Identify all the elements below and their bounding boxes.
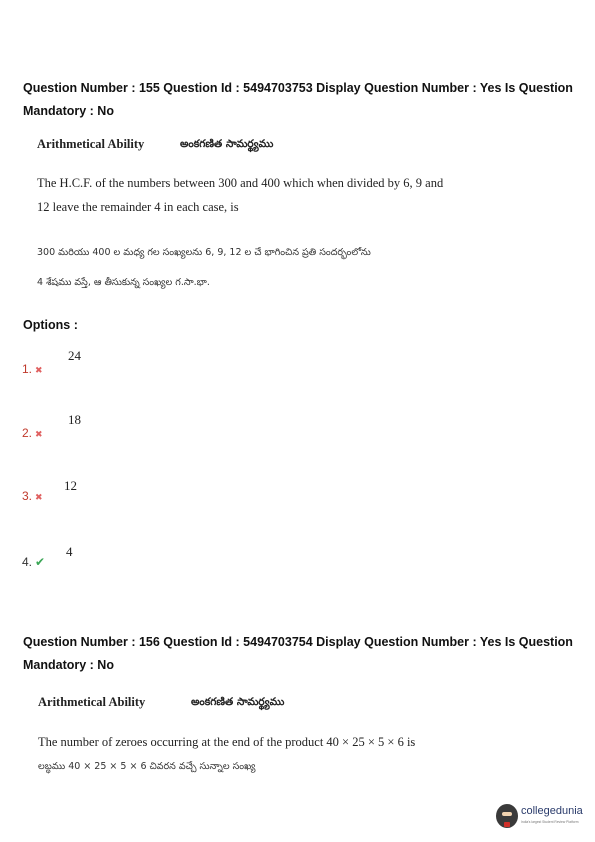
- question-text-line: 4 శేషము వస్తే, ఆ తీసుకున్న సంఖ్యల గ.సా.భా.: [37, 277, 210, 288]
- option-value: 18: [68, 412, 81, 427]
- question-header-line: Mandatory : No: [23, 658, 114, 672]
- mascot-icon: [496, 804, 518, 828]
- subject-english: Arithmetical Ability: [38, 695, 146, 709]
- subject-telugu: అంకగణిత సామర్థ్యము: [191, 696, 285, 708]
- question-text-telugu: [37, 238, 371, 298]
- question-header-line: Question Number : 156 Question Id : 5494703754 Display Question Number : Yes Is Question: [23, 635, 573, 649]
- option-number-label: 3.: [22, 489, 33, 503]
- option-number-label: 4.: [22, 555, 33, 569]
- option-number-label: 2.: [22, 426, 33, 440]
- question-header-line: Mandatory : No: [23, 104, 114, 118]
- option-value: 4: [66, 544, 73, 559]
- cross-icon: ✖: [35, 492, 43, 502]
- cross-icon: ✖: [35, 429, 43, 439]
- option-number: [22, 426, 43, 440]
- subject-telugu: అంకగణిత సామర్థ్యము: [180, 138, 274, 150]
- options-label: Options :: [23, 318, 78, 332]
- option-number: [22, 555, 45, 569]
- subject-english: Arithmetical Ability: [37, 137, 145, 151]
- option-number: [22, 362, 43, 376]
- logo-brand: collegedunia: [521, 805, 583, 817]
- option-value: 12: [64, 478, 77, 493]
- logo-tagline: India's largest Student Review Platform: [521, 820, 579, 824]
- question-header-line: Question Number : 155 Question Id : 5494703753 Display Question Number : Yes Is Question: [23, 81, 573, 95]
- question-text-line: The H.C.F. of the numbers between 300 and 400 which when divided by 6, 9 and: [37, 176, 444, 190]
- question-text-line: లబ్ధము 40 × 25 × 5 × 6 చివరన వచ్చే సున్నాల సంఖ్య: [38, 761, 256, 772]
- option-number: [22, 489, 43, 503]
- option-number-label: 1.: [22, 362, 33, 376]
- option-value: 24: [68, 348, 81, 363]
- question-text-line: 300 మరియు 400 ల మధ్య గల సంఖ్యలను 6, 9, 12 ల చే భాగించిన ప్రతి సందర్భంలోను: [37, 247, 371, 258]
- check-icon: ✔: [35, 555, 46, 569]
- cross-icon: ✖: [35, 365, 43, 375]
- question-header-156: [23, 631, 578, 677]
- question-header-155: [23, 77, 578, 123]
- question-text-english: [38, 730, 415, 754]
- question-text-english: [37, 171, 443, 219]
- question-text-line: 12 leave the remainder 4 in each case, is: [37, 200, 239, 214]
- question-text-line: The number of zeroes occurring at the end of the product 40 × 25 × 5 × 6 is: [38, 735, 416, 749]
- question-text-telugu: [38, 752, 256, 782]
- collegedunia-logo: [496, 803, 591, 833]
